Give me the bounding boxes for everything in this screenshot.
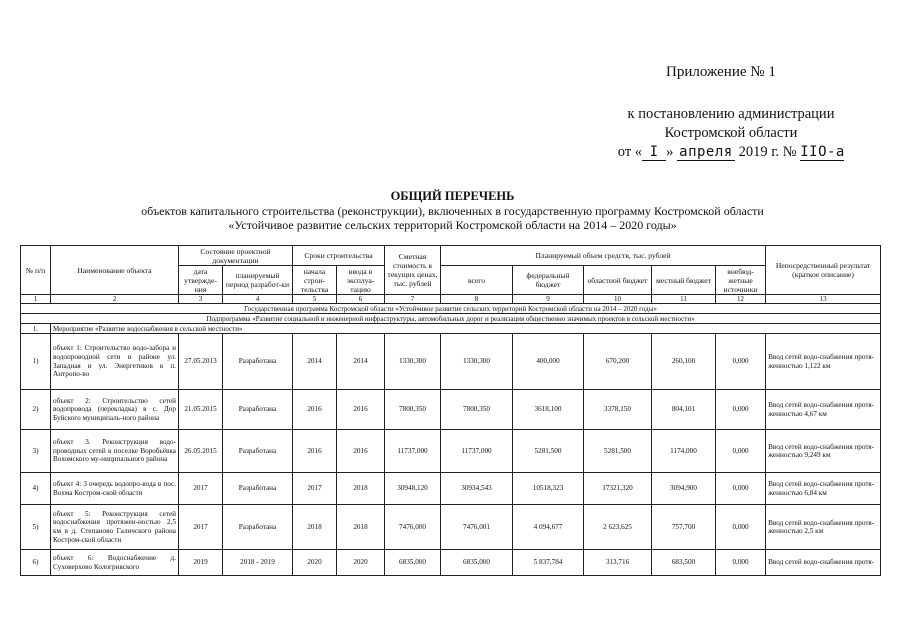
col-number: 3 (179, 295, 223, 304)
regional-budget: 3378,150 (584, 390, 652, 430)
approval-date: 2019 (179, 550, 223, 576)
total-funds: 1330,300 (441, 334, 513, 390)
planned-period: Разработана (223, 334, 293, 390)
date-prefix: от « (617, 144, 643, 160)
start-year: 2014 (293, 334, 337, 390)
approval-date: 27.05.2013 (179, 334, 223, 390)
row-num: 1) (21, 334, 51, 390)
estimated-cost: 30948,120 (385, 473, 441, 505)
header-construction-terms: Сроки строительства (293, 246, 385, 266)
estimated-cost: 6835,000 (385, 550, 441, 576)
extrabudget-funds: 0,000 (716, 390, 766, 430)
col-number: 2 (51, 295, 179, 304)
objects-table (20, 245, 881, 576)
col-number: 8 (441, 295, 513, 304)
estimated-cost: 1330,300 (385, 334, 441, 390)
header-local: местный бюджет (652, 266, 716, 295)
federal-budget: 5281,500 (513, 430, 584, 473)
header-planned-funds: Планируемый объем средств, тыс. рублей (441, 246, 766, 266)
object-name: объект 3. Реконструкция водо-проводных сетей в поселке Воробьёвка Вохомского му-ниципального района (51, 430, 179, 473)
decree-number: IIO-а (800, 144, 845, 160)
result-description: Ввод сетей водо-снабжения протя-женностью 6,84 км (766, 473, 881, 505)
estimated-cost: 11737,000 (385, 430, 441, 473)
extrabudget-funds: 0,000 (716, 430, 766, 473)
table-row (21, 505, 881, 550)
commissioning-year: 2018 (337, 473, 385, 505)
decree-year: 2019 г. № (738, 144, 797, 160)
table-row (21, 390, 881, 430)
local-budget: 1174,000 (652, 430, 716, 473)
planned-period: Разработана (223, 505, 293, 550)
start-year: 2018 (293, 505, 337, 550)
col-number: 11 (652, 295, 716, 304)
start-year: 2017 (293, 473, 337, 505)
subprogram-row (21, 314, 881, 324)
commissioning-year: 2016 (337, 430, 385, 473)
start-year: 2016 (293, 390, 337, 430)
estimated-cost: 7476,000 (385, 505, 441, 550)
local-budget: 804,101 (652, 390, 716, 430)
local-budget: 3094,900 (652, 473, 716, 505)
table-row (21, 550, 881, 576)
result-description: Ввод сетей водо-снабжения протя-женностью 4,67 км (766, 390, 881, 430)
local-budget: 757,700 (652, 505, 716, 550)
regional-budget: 313,716 (584, 550, 652, 576)
measure-title: Мероприятие «Развитие водоснабжения в сельской местности» (51, 324, 881, 334)
federal-budget: 10518,323 (513, 473, 584, 505)
total-funds: 11737,000 (441, 430, 513, 473)
approval-date: 2017 (179, 473, 223, 505)
date-mid: » (666, 144, 674, 160)
title-line-2: объектов капитального строительства (реконструкции), включенных в государственную программу Костромской области (141, 204, 764, 218)
commissioning-year: 2018 (337, 505, 385, 550)
col-number: 13 (766, 295, 881, 304)
subprogram-title: Подпрограмма «Развитие социальной и инженерной инфраструктуры, автомобильных дорог и реализация общественно значимых проектов в сельской местности» (21, 314, 881, 324)
row-num: 3) (21, 430, 51, 473)
header-estimated-cost: Сметная стоимость в текущих ценах, тыс. рублей (385, 246, 441, 295)
regional-budget: 670,200 (584, 334, 652, 390)
object-name: объект 1: Строительство водо-забора и водопроводной сети в районе ул. Западная и ул. Энергетиков в п. Антропо-во (51, 334, 179, 390)
col-number: 4 (223, 295, 293, 304)
col-number: 10 (584, 295, 652, 304)
decree-date-line (606, 143, 856, 162)
column-number-row (21, 295, 881, 304)
header-planned-period: планируемый период разработ-ки (223, 266, 293, 295)
header-name: Наименование объекта (51, 246, 179, 295)
result-description: Ввод сетей водо-снабжения протя-женностью 1,122 км (766, 334, 881, 390)
object-name: объект 6: Водоснабжение д. Суховерхово Кологривского (51, 550, 179, 576)
local-budget: 260,100 (652, 334, 716, 390)
col-number: 5 (293, 295, 337, 304)
col-number: 6 (337, 295, 385, 304)
extrabudget-funds: 0,000 (716, 473, 766, 505)
decree-line-2: Костромской области (664, 125, 798, 141)
commissioning-year: 2014 (337, 334, 385, 390)
row-num: 6) (21, 550, 51, 576)
local-budget: 683,500 (652, 550, 716, 576)
commissioning-year: 2020 (337, 550, 385, 576)
row-num: 4) (21, 473, 51, 505)
table-row (21, 430, 881, 473)
decree-line-1: к постановлению администрации (627, 106, 835, 122)
regional-budget: 17321,320 (584, 473, 652, 505)
federal-budget: 4 094,677 (513, 505, 584, 550)
program-title: Государственная программа Костромской области «Устойчивое развитие сельских территорий Костромской области на 2014 – 2020 годы» (21, 304, 881, 314)
table-header-row (21, 246, 881, 266)
federal-budget: 5 837,784 (513, 550, 584, 576)
decree-day: I (642, 145, 666, 161)
appendix-label: Приложение № 1 (666, 64, 776, 80)
result-description: Ввод сетей водо-снабжения протя-женностью 2,5 км (766, 505, 881, 550)
total-funds: 6835,000 (441, 550, 513, 576)
result-description: Ввод сетей водо-снабжения протя- (766, 550, 881, 576)
planned-period: 2018 - 2019 (223, 550, 293, 576)
regional-budget: 2 623,625 (584, 505, 652, 550)
approval-date: 21.05.2015 (179, 390, 223, 430)
object-name: объект 2: Строительство сетей водопровода (перекладка) в с. Дор Буйского муниципаль-ного района (51, 390, 179, 430)
regional-budget: 5281,500 (584, 430, 652, 473)
extrabudget-funds: 0,000 (716, 550, 766, 576)
header-result: Непосредственный результат (краткое описание) (766, 246, 881, 295)
col-number: 9 (513, 295, 584, 304)
planned-period: Разработана (223, 473, 293, 505)
start-year: 2016 (293, 430, 337, 473)
planned-period: Разработана (223, 430, 293, 473)
row-num: 5) (21, 505, 51, 550)
program-row (21, 304, 881, 314)
commissioning-year: 2016 (337, 390, 385, 430)
federal-budget: 400,000 (513, 334, 584, 390)
result-description: Ввод сетей водо-снабжения протя-женностью 9,249 км (766, 430, 881, 473)
objects-rows (21, 334, 881, 576)
start-year: 2020 (293, 550, 337, 576)
header-approval-date: дата утвержде-ния (179, 266, 223, 295)
header-extrabudget: внебюд-жетные источники (716, 266, 766, 295)
estimated-cost: 7800,350 (385, 390, 441, 430)
header-project-state: Состояние проектной документации (179, 246, 293, 266)
row-num: 2) (21, 390, 51, 430)
table-row (21, 473, 881, 505)
planned-period: Разработана (223, 390, 293, 430)
total-funds: 30934,543 (441, 473, 513, 505)
header-num: № п/п (21, 246, 51, 295)
total-funds: 7800,350 (441, 390, 513, 430)
col-number: 7 (385, 295, 441, 304)
header-regional: областной бюджет (584, 266, 652, 295)
extrabudget-funds: 0,000 (716, 334, 766, 390)
header-federal: федеральный бюджет (513, 266, 584, 295)
col-number: 12 (716, 295, 766, 304)
extrabudget-funds: 0,000 (716, 505, 766, 550)
header-commissioning: ввода в эксплуа-тацию (337, 266, 385, 295)
measure-row (21, 324, 881, 334)
table-row (21, 334, 881, 390)
decree-reference (606, 105, 856, 162)
header-total: всего (441, 266, 513, 295)
total-funds: 7476,001 (441, 505, 513, 550)
header-start: начала строи-тельства (293, 266, 337, 295)
title-line-3: «Устойчивое развитие сельских территорий Костромской области на 2014 – 2020 годы» (228, 218, 677, 232)
decree-month: апреля (677, 145, 735, 161)
approval-date: 26.05.2015 (179, 430, 223, 473)
approval-date: 2017 (179, 505, 223, 550)
title-main: ОБЩИЙ ПЕРЕЧЕНЬ (390, 189, 515, 203)
object-name: объект 4: 3 очередь водопро-вода в пос. Вохма Костром-ской области (51, 473, 179, 505)
col-number: 1 (21, 295, 51, 304)
object-name: объект 5: Реконструкция сетей водоснабжения протяжен-ностью 2,5 км в д. Степаново Галичского района Костром-ской области (51, 505, 179, 550)
document-title (0, 189, 905, 232)
federal-budget: 3618,100 (513, 390, 584, 430)
measure-num: 1. (21, 324, 51, 334)
